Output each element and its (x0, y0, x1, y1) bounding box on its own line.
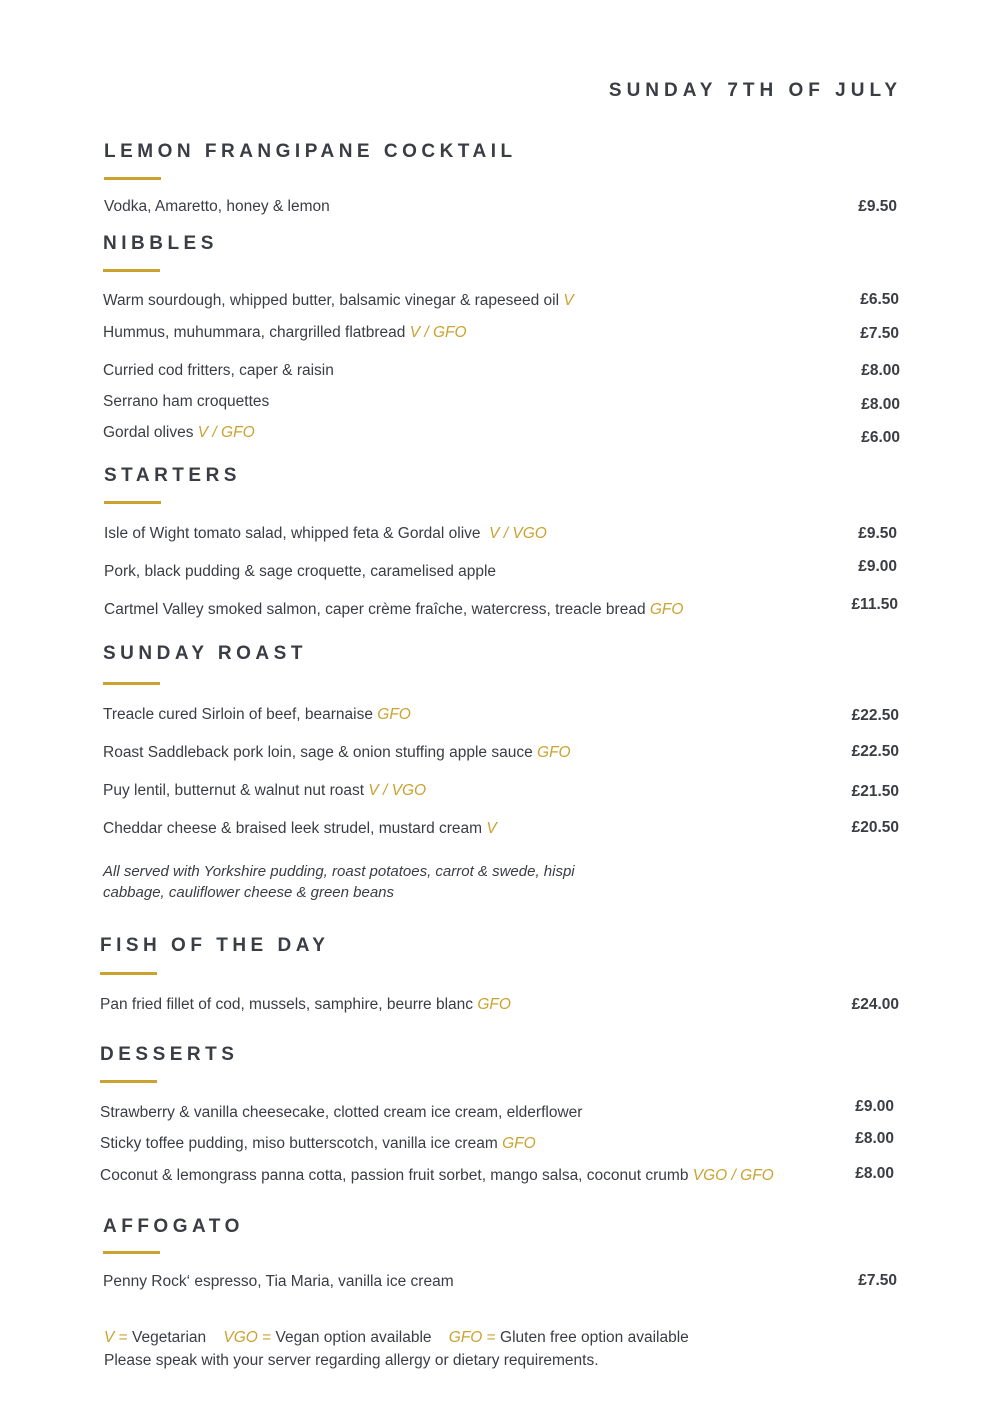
menu-item-name: Pan fried fillet of cod, mussels, samphire, beurre blanc GFO (100, 996, 511, 1013)
section-divider (103, 682, 160, 685)
section-title-fish-of-the-day: FISH OF THE DAY (100, 935, 330, 956)
menu-item-name: Strawberry & vanilla cheesecake, clotted cream ice cream, elderflower (100, 1104, 583, 1121)
dietary-tag: GFO (502, 1135, 536, 1152)
section-title-nibbles: NIBBLES (103, 233, 218, 254)
legend-v-key: V (104, 1329, 115, 1346)
menu-item-name: Cheddar cheese & braised leek strudel, mustard cream V (103, 820, 497, 837)
legend-vgo-key: VGO (223, 1329, 258, 1346)
dietary-tag: GFO (537, 744, 571, 761)
menu-item-name: Puy lentil, butternut & walnut nut roast V / VGO (103, 782, 427, 799)
menu-item-name: Roast Saddleback pork loin, sage & onion stuffing apple sauce GFO (103, 744, 571, 761)
menu-item-price: £21.50 (851, 783, 899, 800)
legend-equals: = (486, 1329, 496, 1346)
dietary-tag: GFO (477, 996, 511, 1013)
section-divider (104, 501, 161, 504)
menu-item-price: £7.50 (858, 1272, 897, 1289)
menu-item-name: Curried cod fritters, caper & raisin (103, 362, 334, 379)
roast-accompaniments-note (103, 861, 575, 903)
legend-keys (104, 1326, 689, 1349)
section-title-desserts: DESSERTS (100, 1044, 239, 1065)
menu-item-price: £11.50 (851, 596, 898, 613)
menu-item-name: Isle of Wight tomato salad, whipped feta & Gordal olive V / VGO (104, 525, 547, 542)
legend-vgo-text: Vegan option available (275, 1329, 432, 1346)
dietary-tag: V (563, 292, 574, 309)
menu-item-price: £8.00 (855, 1130, 894, 1147)
note-line: All served with Yorkshire pudding, roast potatoes, carrot & swede, hispi (103, 863, 575, 880)
menu-item-name: Hummus, muhummara, chargrilled flatbread V / GFO (103, 324, 467, 341)
section-title-affogato: AFFOGATO (103, 1216, 244, 1237)
menu-item-name: Gordal olives V / GFO (103, 424, 255, 441)
section-title-starters: STARTERS (104, 465, 241, 486)
menu-item-price: £6.50 (860, 291, 899, 308)
menu-item-name: Coconut & lemongrass panna cotta, passion fruit sorbet, mango salsa, coconut crumb VGO / GFO (100, 1167, 774, 1184)
dietary-tag: VGO / GFO (692, 1167, 774, 1184)
section-divider (104, 177, 161, 180)
menu-item-price: £6.00 (861, 429, 900, 446)
dietary-tag: V / VGO (368, 782, 427, 799)
menu-item-price: £9.00 (855, 1098, 894, 1115)
dietary-tag: V / GFO (409, 324, 467, 341)
section-divider (103, 1251, 160, 1254)
menu-item-price: £20.50 (851, 819, 899, 836)
menu-item-name: Treacle cured Sirloin of beef, bearnaise GFO (103, 706, 411, 723)
menu-date: SUNDAY 7TH OF JULY (608, 80, 902, 101)
menu-item-name: Pork, black pudding & sage croquette, caramelised apple (104, 563, 497, 580)
section-title-sunday-roast: SUNDAY ROAST (103, 643, 307, 664)
section-title-cocktail: LEMON FRANGIPANE COCKTAIL (104, 141, 517, 162)
allergy-notice: Please speak with your server regarding allergy or dietary requirements. (104, 1352, 599, 1369)
legend-equals: = (118, 1329, 128, 1346)
menu-item-price: £22.50 (851, 707, 899, 724)
menu-item-price: £7.50 (860, 325, 899, 342)
menu-item-price: £8.00 (855, 1165, 894, 1182)
menu-item-name: Sticky toffee pudding, miso butterscotch, vanilla ice cream GFO (100, 1135, 536, 1152)
menu-item-name: Serrano ham croquettes (103, 393, 270, 410)
menu-item-price: £8.00 (861, 396, 900, 413)
legend-v-text: Vegetarian (132, 1329, 207, 1346)
section-divider (103, 269, 160, 272)
section-divider (100, 972, 157, 975)
dietary-legend (104, 1326, 689, 1372)
menu-item-price: £9.50 (858, 198, 897, 215)
menu-item-name: Warm sourdough, whipped butter, balsamic vinegar & rapeseed oil V (103, 292, 574, 309)
dietary-tag: V (486, 820, 497, 837)
menu-item-name: Vodka, Amaretto, honey & lemon (104, 198, 330, 215)
dietary-tag: GFO (377, 706, 411, 723)
menu-item-price: £9.50 (858, 525, 897, 542)
section-divider (100, 1080, 157, 1083)
legend-gfo-text: Gluten free option available (500, 1329, 689, 1346)
menu-item-name: Cartmel Valley smoked salmon, caper crème fraîche, watercress, treacle bread GFO (104, 601, 684, 618)
note-line: cabbage, cauliflower cheese & green beans (103, 884, 395, 901)
menu-item-price: £8.00 (861, 362, 900, 379)
legend-equals: = (262, 1329, 272, 1346)
dietary-tag: V / VGO (489, 525, 547, 542)
menu-item-price: £24.00 (851, 996, 899, 1013)
legend-gfo-key: GFO (448, 1329, 483, 1346)
menu-item-price: £22.50 (851, 743, 899, 760)
menu-item-price: £9.00 (858, 558, 897, 575)
dietary-tag: GFO (649, 601, 684, 618)
menu-item-name: Penny Rock‘ espresso, Tia Maria, vanilla ice cream (103, 1273, 454, 1290)
dietary-tag: V / GFO (197, 424, 255, 441)
